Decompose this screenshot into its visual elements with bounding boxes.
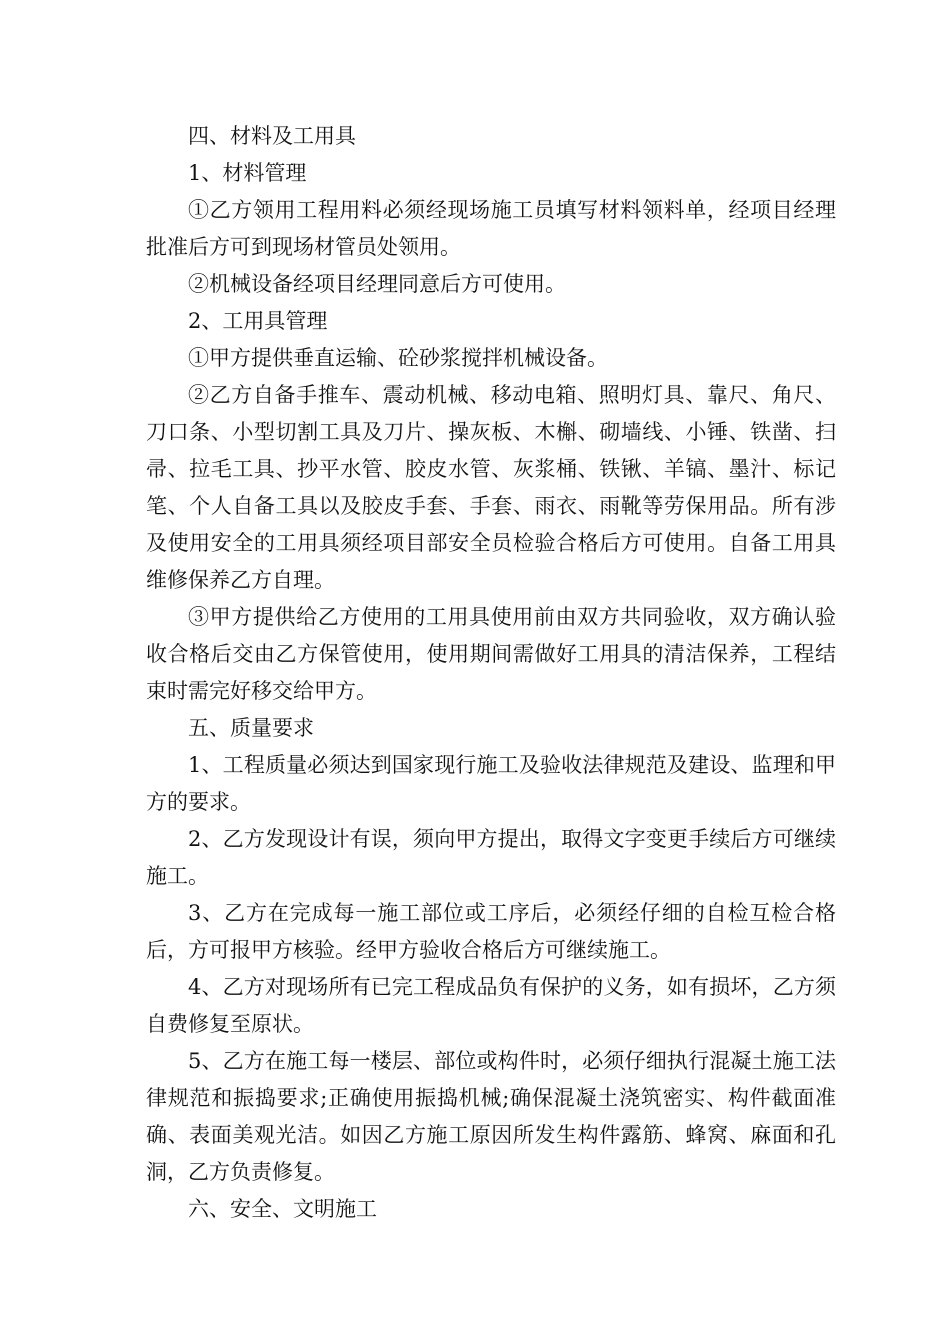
paragraph-material-requisition: ①乙方领用工程用料必须经现场施工员填写材料领料单，经项目经理批准后方可到现场材管员处领用。 bbox=[146, 198, 836, 259]
paragraph-tool-handover: ③甲方提供给乙方使用的工用具使用前由双方共同验收，双方确认验收合格后交由乙方保管使用，使用期间需做好工用具的清洁保养，工程结束时需完好移交给甲方。 bbox=[146, 605, 836, 703]
paragraph-self-inspection: 3、乙方在完成每一施工部位或工序后，必须经仔细的自检互检合格后，方可报甲方核验。经甲方验收合格后方可继续施工。 bbox=[146, 901, 836, 962]
paragraph-product-protection: 4、乙方对现场所有已完工程成品负有保护的义务，如有损坏，乙方须自费修复至原状。 bbox=[146, 975, 836, 1036]
subheading-material-management: 1、材料管理 bbox=[188, 161, 307, 185]
document-page bbox=[146, 118, 836, 1228]
paragraph-quality-standard: 1、工程质量必须达到国家现行施工及验收法律规范及建设、监理和甲方的要求。 bbox=[146, 753, 836, 814]
section-heading-quality: 五、质量要求 bbox=[188, 716, 314, 740]
paragraph-machinery-approval: ②机械设备经项目经理同意后方可使用。 bbox=[188, 272, 566, 296]
paragraph-party-b-tools: ②乙方自备手推车、震动机械、移动电箱、照明灯具、靠尺、角尺、刀口条、小型切割工具及刀片、操灰板、木槲、砌墙线、小锤、铁凿、扫帚、拉毛工具、抄平水管、胶皮水管、灰浆桶、铁锹、羊镐、墨汁、标记笔、个人自备工具以及胶皮手套、手套、雨衣、雨靴等劳保用品。所有涉及使用安全的工用具须经项目部安全员检验合格后方可使用。自备工用具维修保养乙方自理。 bbox=[146, 383, 836, 592]
subheading-tool-management: 2、工用具管理 bbox=[188, 309, 328, 333]
section-heading-safety: 六、安全、文明施工 bbox=[188, 1197, 377, 1221]
paragraph-concrete-vibration: 5、乙方在施工每一楼层、部位或构件时，必须仔细执行混凝土施工法律规范和振捣要求;正确使用振捣机械;确保混凝土浇筑密实、构件截面准确、表面美观光洁。如因乙方施工原因所发生构件露筋、蜂窝、麻面和孔洞，乙方负责修复。 bbox=[146, 1049, 836, 1184]
paragraph-party-a-equipment: ①甲方提供垂直运输、砼砂浆搅拌机械设备。 bbox=[188, 346, 608, 370]
paragraph-design-error: 2、乙方发现设计有误，须向甲方提出，取得文字变更手续后方可继续施工。 bbox=[146, 827, 836, 888]
section-heading-materials: 四、材料及工用具 bbox=[188, 124, 356, 148]
